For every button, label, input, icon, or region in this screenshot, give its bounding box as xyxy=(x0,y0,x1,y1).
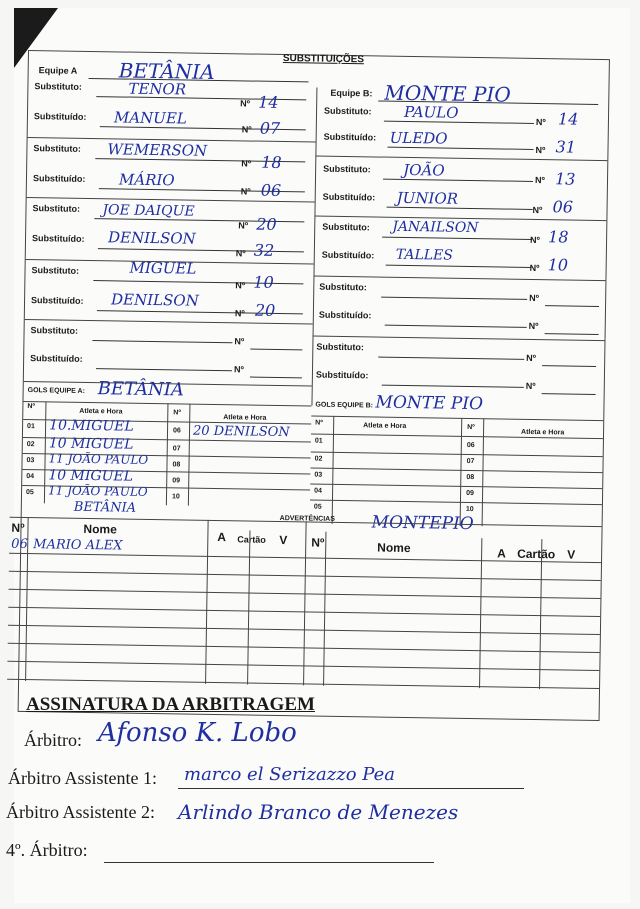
team-a-name: BETÂNIA xyxy=(118,58,215,84)
team-a-sub-4-in: MIGUEL xyxy=(129,258,197,278)
team-a-sub-4-in-no: 10 xyxy=(253,272,274,292)
goals-table-a: Nº Atleta e Hora Nº Atleta e Hora 01 02 03 04 05 06 07 08 09 10 10.MIGUEL 10 MIGUEL 11 JOÃO PAULO 10 MIGUEL 11 JOÃO PAULO 20 DENILSON xyxy=(29,51,609,60)
goal-a-3: 11 JOÃO PAULO xyxy=(48,451,149,467)
team-a-sub-2-in-no: 18 xyxy=(261,152,282,172)
goal-a-2: 10 MIGUEL xyxy=(48,435,134,453)
team-a-sub-1-in: TENOR xyxy=(128,79,187,99)
arbitro-label: Árbitro: xyxy=(24,730,82,750)
quarto-arbitro-line xyxy=(104,862,434,863)
gols-b-team: MONTE PIO xyxy=(375,392,484,415)
gols-a-team: BETÂNIA xyxy=(97,378,185,401)
quarto-arbitro-label: 4º. Árbitro: xyxy=(6,840,88,860)
team-a-sub-1-out-no: 07 xyxy=(259,118,281,138)
goal-a-6: 20 DENILSON xyxy=(192,423,290,441)
team-b-sub-1-in-no: 14 xyxy=(557,109,579,129)
goal-a-1: 10.MIGUEL xyxy=(48,417,134,435)
team-b-substitutions: Substituto: PAULO Nº 14 Substituído: ULEDO Nº 31 Substituto: JOÃO Nº 13 Substituído: JUNIOR Nº 06 Substituto: JANAILSON Nº 18 Substituído: TALLES Nº 10 Substituto: Nº Substituído: Nº Substituto: Nº Substituído: Nº xyxy=(29,51,609,60)
adv-b-team: MONTEPIO xyxy=(371,512,474,535)
team-a-sub-3-out: DENILSON xyxy=(107,228,196,248)
goal-a-4: 10 MIGUEL xyxy=(48,467,134,485)
team-a-sub-3-in-no: 20 xyxy=(256,214,277,234)
substitution-form: SUBSTITUIÇÕES Equipe A BETÂNIA Equipe B: MONTE PIO Substituto: TENOR Nº 14 Substituído: MANUEL Nº 07 Substituto: WEMERSON Nº 18 Substituído: MÁRIO Nº 06 Substituto: JOE DAIQUE Nº 20 Substituído: DENILSON Nº 32 Substituto: MIGUEL Nº 10 Substituído: DENILSON Nº 20 Substituto: Nº Substituído: Nº Substituto: PAULO Nº 14 Substituído: ULEDO Nº 31 Substituto: JOÃO Nº 13 Substituído: JUNIOR Nº 06 Substituto: JANAILSON Nº 18 Substituído: TALLES Nº 10 Substituto: Nº Substituído: Nº Substituto: Nº Substituído: Nº GOLS EQUIPE A: BETÂNIA GOLS EQUIPE B: MONTE PIO Nº Atleta e Hora Nº Atleta e Hora 01 02 03 04 05 06 07 08 09 10 10.MIGUEL 10 MIGUEL 11 JOÃO PAULO 10 MIGUEL 11 JOÃO PAULO 20 DENILSON Nº Atleta e Hora Nº Atleta e Hora 01 02 03 04 05 06 07 08 09 10 BETÂNIA ADVERTÊNCIAS MONTEPIO Nº Nome A Cartão V Nº Nome A Cartão V 06 MARIO ALEX xyxy=(18,50,610,721)
assistente-1-label: Árbitro Assistente 1: xyxy=(8,768,157,788)
team-b-sub-2-out-no: 06 xyxy=(552,197,574,217)
team-b-name: MONTE PIO xyxy=(384,80,511,107)
team-b-sub-2-out: JUNIOR xyxy=(396,188,459,208)
team-a-sub-1-in-no: 14 xyxy=(258,92,279,112)
signatures-title: ASSINATURA DA ARBITRAGEM xyxy=(26,694,315,715)
team-a-sub-3-in: JOE DAIQUE xyxy=(102,202,195,220)
team-b-sub-3-out-no: 10 xyxy=(547,255,569,275)
team-b-sub-2-in: JOÃO xyxy=(403,160,445,180)
arbitro-signature: Afonso K. Lobo xyxy=(98,718,297,748)
team-a-sub-2-out-no: 06 xyxy=(260,180,282,200)
adv-a-team: BETÂNIA xyxy=(73,499,137,516)
team-b-sub-3-out: TALLES xyxy=(395,246,454,264)
goals-table-b: Nº Atleta e Hora Nº Atleta e Hora 01 02 03 04 05 06 07 08 09 10 xyxy=(29,51,609,60)
team-a-sub-2-out: MÁRIO xyxy=(118,170,175,190)
team-a-sub-4-out-no: 20 xyxy=(254,300,276,320)
assistente-1-signature: marco el Serizazzo Pea xyxy=(184,764,395,785)
adv-a-no: 06 xyxy=(11,536,28,553)
equipe-a-label: Equipe A xyxy=(38,65,78,76)
assistente-2-signature: Arlindo Branco de Menezes xyxy=(178,800,459,824)
equipe-b-label: Equipe B: xyxy=(330,87,373,99)
team-b-sub-1-in: PAULO xyxy=(403,102,459,122)
team-b-sub-3-in-no: 18 xyxy=(547,227,569,247)
assistente-2-label: Árbitro Assistente 2: xyxy=(6,802,155,822)
adv-a-player: MARIO ALEX xyxy=(33,537,123,554)
warnings-section: BETÂNIA ADVERTÊNCIAS MONTEPIO Nº Nome A Cartão V Nº Nome A Cartão V 06 MARIO ALEX xyxy=(29,51,609,60)
team-a-sub-3-out-no: 32 xyxy=(253,240,275,260)
team-b-sub-2-in-no: 13 xyxy=(554,169,576,189)
goal-a-5: 11 JOÃO PAULO xyxy=(47,483,148,499)
team-a-sub-4-out: DENILSON xyxy=(110,290,199,310)
team-a-sub-2-in: WEMERSON xyxy=(107,140,208,160)
team-b-sub-1-out: ULEDO xyxy=(389,128,448,148)
team-b-sub-3-in: JANAILSON xyxy=(392,218,479,237)
team-a-substitutions: Substituto: TENOR Nº 14 Substituído: MANUEL Nº 07 Substituto: WEMERSON Nº 18 Substituído: MÁRIO Nº 06 Substituto: JOE DAIQUE Nº 20 Substituído: DENILSON Nº 32 Substituto: MIGUEL Nº 10 Substituído: DENILSON Nº 20 Substituto: Nº Substituído: Nº xyxy=(29,51,609,60)
form-title: SUBSTITUIÇÕES xyxy=(282,53,365,66)
team-b-sub-1-out-no: 31 xyxy=(555,137,577,157)
team-a-sub-1-out: MANUEL xyxy=(113,108,187,128)
